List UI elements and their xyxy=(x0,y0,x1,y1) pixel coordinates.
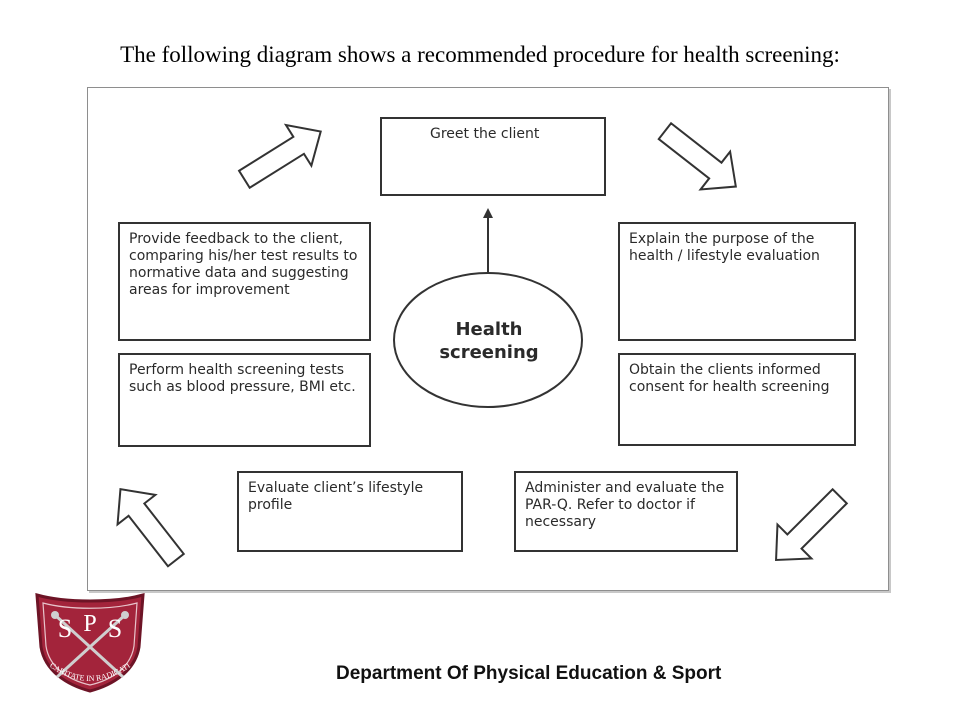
crest-motto-text: CARITATE IN RADICATI xyxy=(48,660,132,684)
crest-letter-3: S xyxy=(107,614,123,643)
step-explain-purpose: Explain the purpose of the health / lifestyle evaluation xyxy=(618,222,856,341)
crest-letter-1: S xyxy=(57,614,73,643)
department-footer: Department Of Physical Education & Sport xyxy=(336,663,722,684)
crest-letter-2: P xyxy=(83,611,97,637)
arrow-bottom-right-icon xyxy=(759,479,857,577)
arrow-bottom-left-icon xyxy=(102,474,195,574)
hub-label-line2: screening xyxy=(439,342,539,363)
step-greet-client: Greet the client xyxy=(380,117,606,196)
hub-connector-arrowhead-icon xyxy=(483,208,493,218)
step-evaluate-lifestyle: Evaluate client’s lifestyle profile xyxy=(237,471,463,552)
step-perform-tests: Perform health screening tests such as blood pressure, BMI etc. xyxy=(118,353,371,447)
hub-label-line1: Health xyxy=(455,319,523,340)
arrow-top-right-icon xyxy=(650,112,750,205)
arrow-top-left-icon xyxy=(232,111,334,199)
step-informed-consent: Obtain the clients informed consent for health screening xyxy=(618,353,856,446)
step-provide-feedback: Provide feedback to the client, comparing his/her test results to normative data and suggesting areas for improvement xyxy=(118,222,371,341)
slide-title: The following diagram shows a recommended procedure for health screening: xyxy=(120,42,840,67)
hub-label xyxy=(395,318,583,364)
step-administer-parq: Administer and evaluate the PAR-Q. Refer to doctor if necessary xyxy=(514,471,738,552)
school-crest xyxy=(25,585,155,695)
